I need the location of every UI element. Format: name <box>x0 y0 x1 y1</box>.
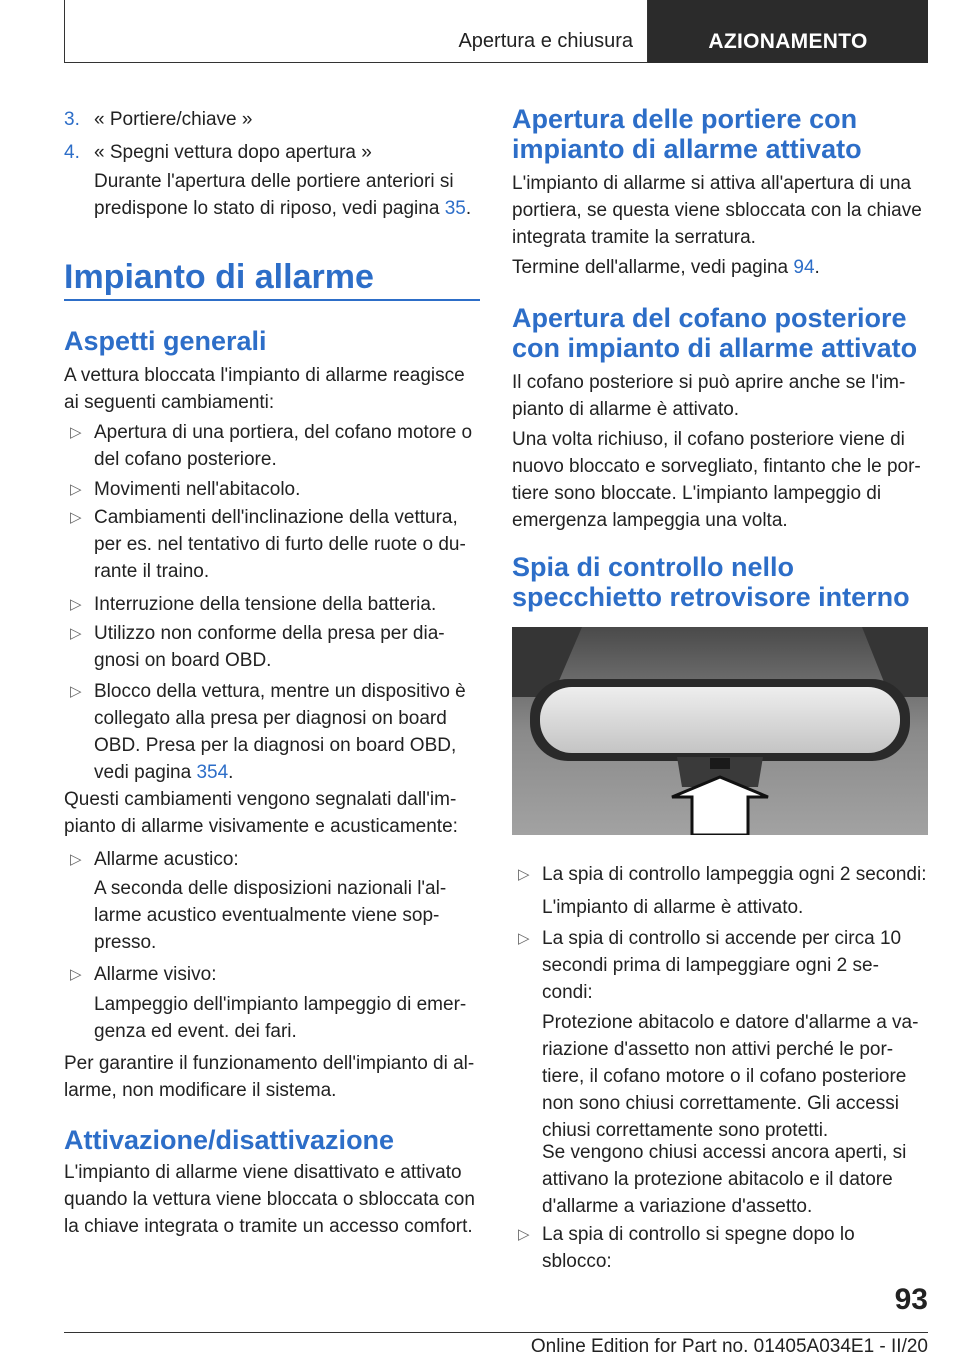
list-item: ▷ Cambiamenti dell'inclinazione della vettura, per es. nel tentativo di furto delle ruote o du- rante il traino. <box>64 504 484 585</box>
item-text: « Spegni vettura dopo apertura » <box>94 142 372 163</box>
subheading-doors: Apertura delle portiere con impianto di allarme attivato <box>512 104 862 164</box>
triangle-bullet-icon: ▷ <box>70 424 82 441</box>
list-item: ▷ Blocco della vettura, mentre un dispositivo è collegato alla presa per diagnosi on board OBD. Presa per la diagnosi on board OBD, vedi pagina 354. <box>64 678 484 786</box>
item-number: 4. <box>64 142 80 163</box>
activation-text: L'impianto di allarme viene disattivato e attivato quando la vettura viene bloccata o sbloccata con la chiave integrata o tramite un accesso comfort. <box>64 1162 475 1237</box>
item4-description: Durante l'apertura delle portiere anteriori si predispone lo stato di riposo, vedi pagina 35. <box>94 171 472 219</box>
list-item-3 <box>64 106 484 133</box>
list-item-4 <box>64 139 484 166</box>
list-item: ▷ La spia di controllo si spegne dopo lo sblocco: <box>512 1221 928 1275</box>
list-item: ▷ Apertura di una portiera, del cofano motore o del cofano posteriore. <box>64 419 484 473</box>
list-item: ▷ La spia di controllo lampeggia ogni 2 secondi: <box>512 861 928 888</box>
page-link[interactable]: 94 <box>793 257 815 278</box>
acoustic-description: A seconda delle disposizioni nazionali l'al- larme acustico eventualmente viene sop- presso. <box>94 878 447 953</box>
alarm-end-text: Termine dell'allarme, vedi pagina 94. <box>512 257 820 278</box>
triangle-bullet-icon: ▷ <box>70 683 82 700</box>
triangle-bullet-icon: ▷ <box>70 509 82 526</box>
section-tab <box>64 0 648 63</box>
rearview-mirror-icon <box>512 627 928 835</box>
page-link[interactable]: 354 <box>196 762 229 783</box>
item-number: 3. <box>64 109 80 130</box>
triangle-bullet-icon: ▷ <box>70 625 82 642</box>
section-heading: Impianto di allarme <box>64 258 374 296</box>
b1-description: L'impianto di allarme è attivato. <box>542 897 804 918</box>
triangle-bullet-icon: ▷ <box>518 1226 530 1243</box>
guarantee-text: Per garantire il funzionamento dell'impianto di al- larme, non modificare il sistema. <box>64 1053 475 1101</box>
triangle-bullet-icon: ▷ <box>518 930 530 947</box>
trunk-text-1: Il cofano posteriore si può aprire anche se l'im- pianto di allarme è attivato. <box>512 372 906 420</box>
list-item: ▷ Allarme acustico: <box>64 846 484 873</box>
trunk-text-2: Una volta richiuso, il cofano posteriore viene di nuovo bloccato e sorvegliato, fintanto che le por- tiere sono bloccate. L'impianto lampeggio di emergenza lampeggia una volta. <box>512 429 921 531</box>
list-item: ▷ Utilizzo non conforme della presa per dia- gnosi on board OBD. <box>64 620 484 674</box>
doors-text: L'impianto di allarme si attiva all'apertura di una portiera, se questa viene sbloccata con la chiave integrata tramite la serratura. <box>512 173 922 248</box>
list-item: ▷ La spia di controllo si accende per circa 10 secondi prima di lampeggiare ogni 2 se- condi: <box>512 925 928 1006</box>
signal-text: Questi cambiamenti vengono segnalati dall'im- pianto di allarme visivamente e acusticamente: <box>64 789 458 837</box>
page-link[interactable]: 35 <box>444 198 466 219</box>
b2-description-2: Se vengono chiusi accessi ancora aperti, si attivano la protezione abitacolo e il datore d'allarme a variazione d'assetto. <box>542 1142 907 1217</box>
intro-text: A vettura bloccata l'impianto di allarme reagisce ai seguenti cambiamenti: <box>64 365 465 413</box>
heading-rule <box>64 299 480 301</box>
rearview-mirror-image <box>512 627 928 835</box>
triangle-bullet-icon: ▷ <box>70 481 82 498</box>
list-item: ▷ Allarme visivo: <box>64 961 484 988</box>
chapter-title: AZIONAMENTO <box>708 30 868 53</box>
section-title: Apertura e chiusura <box>458 30 633 52</box>
page-number: 93 <box>894 1283 928 1316</box>
triangle-bullet-icon: ▷ <box>518 866 530 883</box>
page-header <box>64 0 928 66</box>
b2-description-1: Protezione abitacolo e datore d'allarme a va- riazione d'assetto non attivi perché le por- tiere, il cofano motore o il cofano posteriore non sono chiusi correttamente. Gli accessi chiusi correttamente sono protetti. <box>542 1012 919 1141</box>
subheading-activation: Attivazione/disattivazione <box>64 1125 395 1155</box>
item-text: « Portiere/chiave » <box>94 109 253 130</box>
triangle-bullet-icon: ▷ <box>70 596 82 613</box>
visual-description: Lampeggio dell'impianto lampeggio di emer- genza ed event. dei fari. <box>94 994 467 1042</box>
list-item: ▷ Movimenti nell'abitacolo. <box>64 476 484 503</box>
triangle-bullet-icon: ▷ <box>70 851 82 868</box>
chapter-tab <box>648 0 928 63</box>
subheading-general: Aspetti generali <box>64 326 267 356</box>
edition-text: Online Edition for Part no. 01405A034E1 - II/20 <box>530 1336 928 1357</box>
subheading-trunk: Apertura del cofano posteriore con impianto di allarme attivato <box>512 303 918 363</box>
subheading-light: Spia di controllo nello specchietto retrovisore interno <box>512 552 910 612</box>
list-item: ▷ Interruzione della tensione della batteria. <box>64 591 484 618</box>
triangle-bullet-icon: ▷ <box>70 966 82 983</box>
footer-rule <box>64 1332 928 1333</box>
